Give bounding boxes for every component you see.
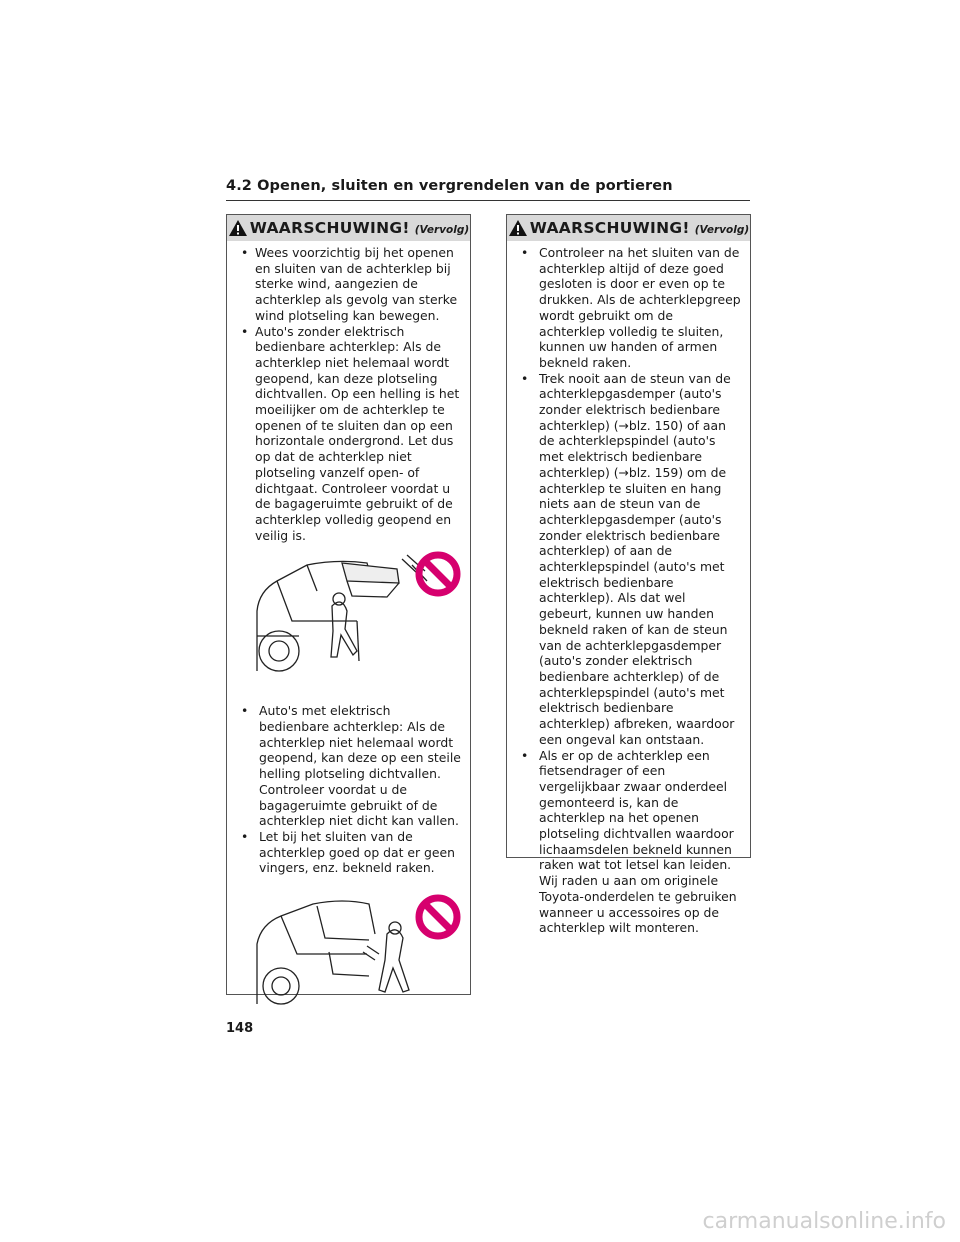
prohibition-icon: [415, 894, 461, 940]
illustration-closing-tailgate: [247, 894, 470, 1018]
list-item: • Wees voorzichtig bij het openen en sluiten van de achterklep bij sterke wind, aangezien de achterklep als gevolg van sterke wind plotseling kan bewegen.: [241, 245, 462, 324]
warning-list-right: [507, 241, 750, 936]
warning-header: [227, 215, 470, 241]
warning-continued: (Vervolg): [694, 223, 750, 236]
warning-triangle-icon: [508, 219, 528, 237]
warning-list-b: [227, 687, 470, 876]
prohibition-icon: [415, 551, 461, 597]
list-item: • Auto's zonder elektrisch bedienbare achterklep: Als de achterklep niet helemaal wordt geopend, kan deze plotseling dichtvallen. Op een helling is het moeilijker om de achterklep te openen of te sluiten dan op een horizontale ondergrond. Let dus op dat de achterklep niet plotseling vanzelf open- of dichtgaat. Controleer voordat u de bagageruimte gebruikt of de achterklep volledig geopend en veilig is.: [241, 324, 462, 544]
list-item: • Auto's met elektrisch bedienbare achterklep: Als de achterklep niet helemaal wordt geopend, kan deze op een steile helling plotseling dichtvallen. Controleer voordat u de bagageruimte gebruikt of de achterklep niet dicht kan vallen.: [241, 703, 462, 829]
page-number: 148: [226, 1021, 254, 1036]
warning-box-left: [226, 214, 471, 995]
section-title: 4.2 Openen, sluiten en vergrendelen van de portieren: [226, 178, 673, 194]
illustration-wind-tailgate: [247, 551, 470, 687]
watermark: carmanualsonline.info: [702, 1209, 946, 1234]
warning-title: WAARSCHUWING!: [249, 219, 410, 237]
header-divider: [226, 200, 750, 201]
warning-box-right: [506, 214, 751, 936]
warning-header: [507, 215, 750, 241]
warning-list-a: [227, 241, 470, 543]
warning-continued: (Vervolg): [414, 223, 470, 236]
list-item: • Als er op de achterklep een fietsendrager of een vergelijkbaar zwaar onderdeel gemonteerd is, kan de achterklep na het openen plotseling dichtvallen waardoor lichaamsdelen bekneld kunnen raken wat tot letsel kan leiden. Wij raden u aan om originele Toyota-onderdelen te gebruiken wanneer u accessoires op de achterklep wilt monteren.: [521, 748, 742, 936]
list-item: • Trek nooit aan de steun van de achterklepgasdemper (auto's zonder elektrisch bedienbare achterklep) (→blz. 150) of aan de achterklepspindel (auto's met elektrisch bedienbare achterklep) (→blz. 159) om de achterklep te sluiten en hang niets aan de steun van de achterklepgasdemper (auto's zonder elektrisch bedienbare achterklep) of aan de achterklepspindel (auto's met elektrisch bedienbare achterklep). Als dat wel gebeurt, kunnen uw handen bekneld raken of kan de steun van de achterklepgasdemper (auto's zonder elektrisch bedienbare achterklep) of de achterklepspindel (auto's met elektrisch bedienbare achterklep) afbreken, waardoor een ongeval kan ontstaan.: [521, 371, 742, 748]
list-item: • Controleer na het sluiten van de achterklep altijd of deze goed gesloten is door er even op te drukken. Als de achterklepgreep wordt gebruikt om de achterklep volledig te sluiten, kunnen uw handen of armen bekneld raken.: [521, 245, 742, 371]
warning-triangle-icon: [228, 219, 248, 237]
list-item: • Let bij het sluiten van de achterklep goed op dat er geen vingers, enz. bekneld raken.: [241, 829, 462, 876]
warning-title: WAARSCHUWING!: [529, 219, 690, 237]
section-header: [226, 178, 750, 201]
